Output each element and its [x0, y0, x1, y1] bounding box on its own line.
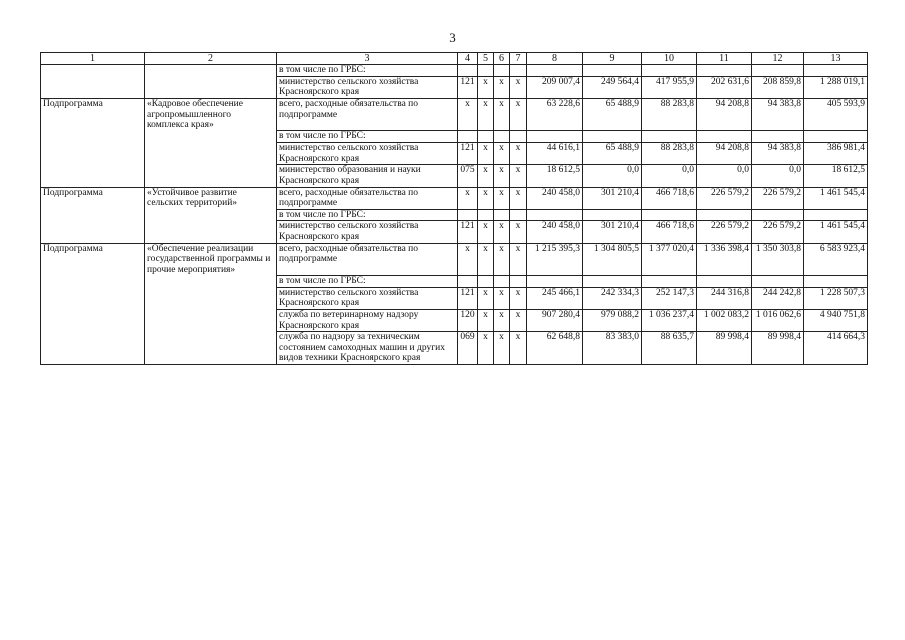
cell-col-6: x	[494, 243, 510, 275]
cell-col-2	[145, 165, 277, 187]
cell-col-7: x	[510, 309, 527, 331]
cell-col-13: 1 461 545,4	[804, 221, 868, 243]
cell-col-2	[145, 76, 277, 98]
cell-col-4: x	[458, 99, 478, 131]
cell-col-6	[494, 65, 510, 77]
cell-col-2	[145, 287, 277, 309]
cell-col-10	[642, 65, 697, 77]
cell-col-6: x	[494, 287, 510, 309]
cell-col-9	[583, 209, 642, 221]
cell-col-11: 226 579,2	[697, 187, 752, 209]
cell-col-8: 240 458,0	[527, 187, 583, 209]
cell-col-1	[41, 309, 145, 331]
cell-col-9: 242 334,3	[583, 287, 642, 309]
cell-col-12: 1 350 303,8	[752, 243, 804, 275]
cell-col-12	[752, 131, 804, 143]
cell-col-12	[752, 209, 804, 221]
cell-col-12	[752, 276, 804, 288]
cell-col-3: всего, расходные обязательства по подпрограмме	[277, 243, 458, 275]
cell-col-2	[145, 221, 277, 243]
header-cell-1: 1	[41, 53, 145, 65]
cell-col-5: x	[478, 99, 494, 131]
cell-col-8	[527, 131, 583, 143]
cell-col-5: x	[478, 221, 494, 243]
table-row	[41, 165, 868, 187]
cell-col-1	[41, 65, 145, 77]
cell-col-1	[41, 332, 145, 365]
cell-col-9: 0,0	[583, 165, 642, 187]
cell-col-6: x	[494, 309, 510, 331]
cell-col-6	[494, 131, 510, 143]
cell-col-2: «Обеспечение реализации государственной программы и прочие мероприятия»	[145, 243, 277, 275]
cell-col-13	[804, 131, 868, 143]
cell-col-9: 65 488,9	[583, 99, 642, 131]
cell-col-10: 466 718,6	[642, 221, 697, 243]
cell-col-11: 89 998,4	[697, 332, 752, 365]
table-row	[41, 287, 868, 309]
cell-col-8: 62 648,8	[527, 332, 583, 365]
cell-col-3: в том числе по ГРБС:	[277, 209, 458, 221]
cell-col-6	[494, 276, 510, 288]
cell-col-3: министерство сельского хозяйства Красноярского края	[277, 287, 458, 309]
cell-col-4: 075	[458, 165, 478, 187]
header-cell-12: 12	[752, 53, 804, 65]
cell-col-13: 386 981,4	[804, 143, 868, 165]
cell-col-2	[145, 276, 277, 288]
header-cell-3: 3	[277, 53, 458, 65]
table-row	[41, 131, 868, 143]
cell-col-6: x	[494, 99, 510, 131]
cell-col-5	[478, 209, 494, 221]
cell-col-11: 1 336 398,4	[697, 243, 752, 275]
cell-col-7: x	[510, 143, 527, 165]
table-row	[41, 209, 868, 221]
cell-col-10	[642, 209, 697, 221]
cell-col-4	[458, 209, 478, 221]
cell-col-12: 1 016 062,6	[752, 309, 804, 331]
cell-col-3: министерство сельского хозяйства Красноярского края	[277, 221, 458, 243]
cell-col-13: 405 593,9	[804, 99, 868, 131]
cell-col-12: 226 579,2	[752, 187, 804, 209]
cell-col-1: Подпрограмма	[41, 243, 145, 275]
cell-col-7: x	[510, 287, 527, 309]
cell-col-13: 1 228 507,3	[804, 287, 868, 309]
cell-col-5: x	[478, 332, 494, 365]
cell-col-11	[697, 65, 752, 77]
cell-col-12: 89 998,4	[752, 332, 804, 365]
cell-col-2	[145, 309, 277, 331]
cell-col-3: министерство сельского хозяйства Красноярского края	[277, 143, 458, 165]
header-cell-10: 10	[642, 53, 697, 65]
cell-col-8: 63 228,6	[527, 99, 583, 131]
cell-col-5: x	[478, 187, 494, 209]
cell-col-1	[41, 143, 145, 165]
cell-col-7: x	[510, 187, 527, 209]
cell-col-13: 1 288 019,1	[804, 76, 868, 98]
cell-col-9: 1 304 805,5	[583, 243, 642, 275]
table-row	[41, 65, 868, 77]
cell-col-1: Подпрограмма	[41, 187, 145, 209]
cell-col-8: 44 616,1	[527, 143, 583, 165]
cell-col-12: 226 579,2	[752, 221, 804, 243]
cell-col-9: 301 210,4	[583, 187, 642, 209]
cell-col-1	[41, 221, 145, 243]
header-cell-9: 9	[583, 53, 642, 65]
cell-col-4: 120	[458, 309, 478, 331]
cell-col-9: 301 210,4	[583, 221, 642, 243]
cell-col-1: Подпрограмма	[41, 99, 145, 131]
cell-col-11: 94 208,8	[697, 143, 752, 165]
cell-col-5: x	[478, 243, 494, 275]
cell-col-5: x	[478, 76, 494, 98]
cell-col-1	[41, 131, 145, 143]
cell-col-10: 88 283,8	[642, 99, 697, 131]
cell-col-8: 907 280,4	[527, 309, 583, 331]
cell-col-10: 417 955,9	[642, 76, 697, 98]
cell-col-13	[804, 209, 868, 221]
cell-col-13	[804, 65, 868, 77]
cell-col-11: 1 002 083,2	[697, 309, 752, 331]
cell-col-12: 94 383,8	[752, 99, 804, 131]
cell-col-1	[41, 209, 145, 221]
cell-col-3: всего, расходные обязательства по подпрограмме	[277, 99, 458, 131]
cell-col-7: x	[510, 76, 527, 98]
cell-col-4: x	[458, 187, 478, 209]
cell-col-9: 979 088,2	[583, 309, 642, 331]
cell-col-4: 121	[458, 221, 478, 243]
header-cell-11: 11	[697, 53, 752, 65]
cell-col-9: 249 564,4	[583, 76, 642, 98]
header-cell-5: 5	[478, 53, 494, 65]
cell-col-3: министерство образования и науки Красноярского края	[277, 165, 458, 187]
cell-col-1	[41, 287, 145, 309]
header-cell-4: 4	[458, 53, 478, 65]
cell-col-4	[458, 276, 478, 288]
cell-col-3: в том числе по ГРБС:	[277, 65, 458, 77]
cell-col-13: 1 461 545,4	[804, 187, 868, 209]
cell-col-5: x	[478, 143, 494, 165]
header-cell-6: 6	[494, 53, 510, 65]
table-row	[41, 332, 868, 365]
cell-col-11: 226 579,2	[697, 221, 752, 243]
cell-col-10	[642, 276, 697, 288]
cell-col-7: x	[510, 221, 527, 243]
table-row	[41, 243, 868, 275]
cell-col-8: 209 007,4	[527, 76, 583, 98]
cell-col-8	[527, 209, 583, 221]
cell-col-12: 94 383,8	[752, 143, 804, 165]
cell-col-4	[458, 65, 478, 77]
cell-col-6: x	[494, 187, 510, 209]
cell-col-3: в том числе по ГРБС:	[277, 276, 458, 288]
cell-col-6: x	[494, 165, 510, 187]
cell-col-9: 83 383,0	[583, 332, 642, 365]
table-row	[41, 309, 868, 331]
cell-col-12: 208 859,8	[752, 76, 804, 98]
table-row	[41, 143, 868, 165]
cell-col-1	[41, 276, 145, 288]
cell-col-10: 0,0	[642, 165, 697, 187]
cell-col-8	[527, 65, 583, 77]
cell-col-7	[510, 65, 527, 77]
cell-col-5: x	[478, 287, 494, 309]
cell-col-4: 121	[458, 76, 478, 98]
cell-col-6: x	[494, 332, 510, 365]
cell-col-5: x	[478, 309, 494, 331]
cell-col-4: 121	[458, 143, 478, 165]
cell-col-9	[583, 131, 642, 143]
cell-col-12	[752, 65, 804, 77]
cell-col-6: x	[494, 76, 510, 98]
cell-col-9: 65 488,9	[583, 143, 642, 165]
cell-col-11	[697, 131, 752, 143]
table-row	[41, 99, 868, 131]
cell-col-7	[510, 209, 527, 221]
cell-col-10: 252 147,3	[642, 287, 697, 309]
cell-col-8: 245 466,1	[527, 287, 583, 309]
cell-col-13: 18 612,5	[804, 165, 868, 187]
cell-col-13: 4 940 751,8	[804, 309, 868, 331]
table-row	[41, 276, 868, 288]
cell-col-6: x	[494, 143, 510, 165]
cell-col-5	[478, 65, 494, 77]
cell-col-7	[510, 131, 527, 143]
cell-col-13	[804, 276, 868, 288]
cell-col-11: 0,0	[697, 165, 752, 187]
cell-col-7	[510, 276, 527, 288]
cell-col-2	[145, 131, 277, 143]
table-row	[41, 221, 868, 243]
cell-col-3: служба по надзору за техническим состоянием самоходных машин и других видов техники Красноярского края	[277, 332, 458, 365]
cell-col-11: 202 631,6	[697, 76, 752, 98]
cell-col-10: 88 283,8	[642, 143, 697, 165]
cell-col-7: x	[510, 99, 527, 131]
cell-col-4	[458, 131, 478, 143]
cell-col-3: служба по ветеринарному надзору Красноярского края	[277, 309, 458, 331]
cell-col-8: 18 612,5	[527, 165, 583, 187]
cell-col-4: 121	[458, 287, 478, 309]
cell-col-7: x	[510, 243, 527, 275]
cell-col-2	[145, 209, 277, 221]
cell-col-10: 466 718,6	[642, 187, 697, 209]
cell-col-3: в том числе по ГРБС:	[277, 131, 458, 143]
cell-col-6	[494, 209, 510, 221]
cell-col-11: 244 316,8	[697, 287, 752, 309]
header-cell-7: 7	[510, 53, 527, 65]
cell-col-8: 1 215 395,3	[527, 243, 583, 275]
cell-col-2	[145, 332, 277, 365]
cell-col-2: «Кадровое обеспечение агропромышленного комплекса края»	[145, 99, 277, 131]
budget-table	[40, 52, 868, 365]
cell-col-13: 414 664,3	[804, 332, 868, 365]
cell-col-10	[642, 131, 697, 143]
table-row	[41, 187, 868, 209]
header-cell-8: 8	[527, 53, 583, 65]
cell-col-5: x	[478, 165, 494, 187]
cell-col-11	[697, 276, 752, 288]
cell-col-4: 069	[458, 332, 478, 365]
cell-col-3: всего, расходные обязательства по подпрограмме	[277, 187, 458, 209]
page-number: 3	[449, 30, 456, 45]
cell-col-4: x	[458, 243, 478, 275]
cell-col-9	[583, 276, 642, 288]
cell-col-12: 244 242,8	[752, 287, 804, 309]
cell-col-8: 240 458,0	[527, 221, 583, 243]
cell-col-5	[478, 276, 494, 288]
cell-col-10: 1 377 020,4	[642, 243, 697, 275]
cell-col-7: x	[510, 332, 527, 365]
cell-col-13: 6 583 923,4	[804, 243, 868, 275]
cell-col-1	[41, 165, 145, 187]
table-row	[41, 76, 868, 98]
cell-col-5	[478, 131, 494, 143]
cell-col-3: министерство сельского хозяйства Красноярского края	[277, 76, 458, 98]
cell-col-10: 88 635,7	[642, 332, 697, 365]
cell-col-2	[145, 65, 277, 77]
cell-col-1	[41, 76, 145, 98]
cell-col-2: «Устойчивое развитие сельских территорий»	[145, 187, 277, 209]
column-number-header	[41, 53, 868, 65]
cell-col-11: 94 208,8	[697, 99, 752, 131]
header-cell-13: 13	[804, 53, 868, 65]
cell-col-2	[145, 143, 277, 165]
cell-col-9	[583, 65, 642, 77]
header-cell-2: 2	[145, 53, 277, 65]
cell-col-12: 0,0	[752, 165, 804, 187]
cell-col-7: x	[510, 165, 527, 187]
cell-col-11	[697, 209, 752, 221]
cell-col-10: 1 036 237,4	[642, 309, 697, 331]
cell-col-8	[527, 276, 583, 288]
cell-col-6: x	[494, 221, 510, 243]
